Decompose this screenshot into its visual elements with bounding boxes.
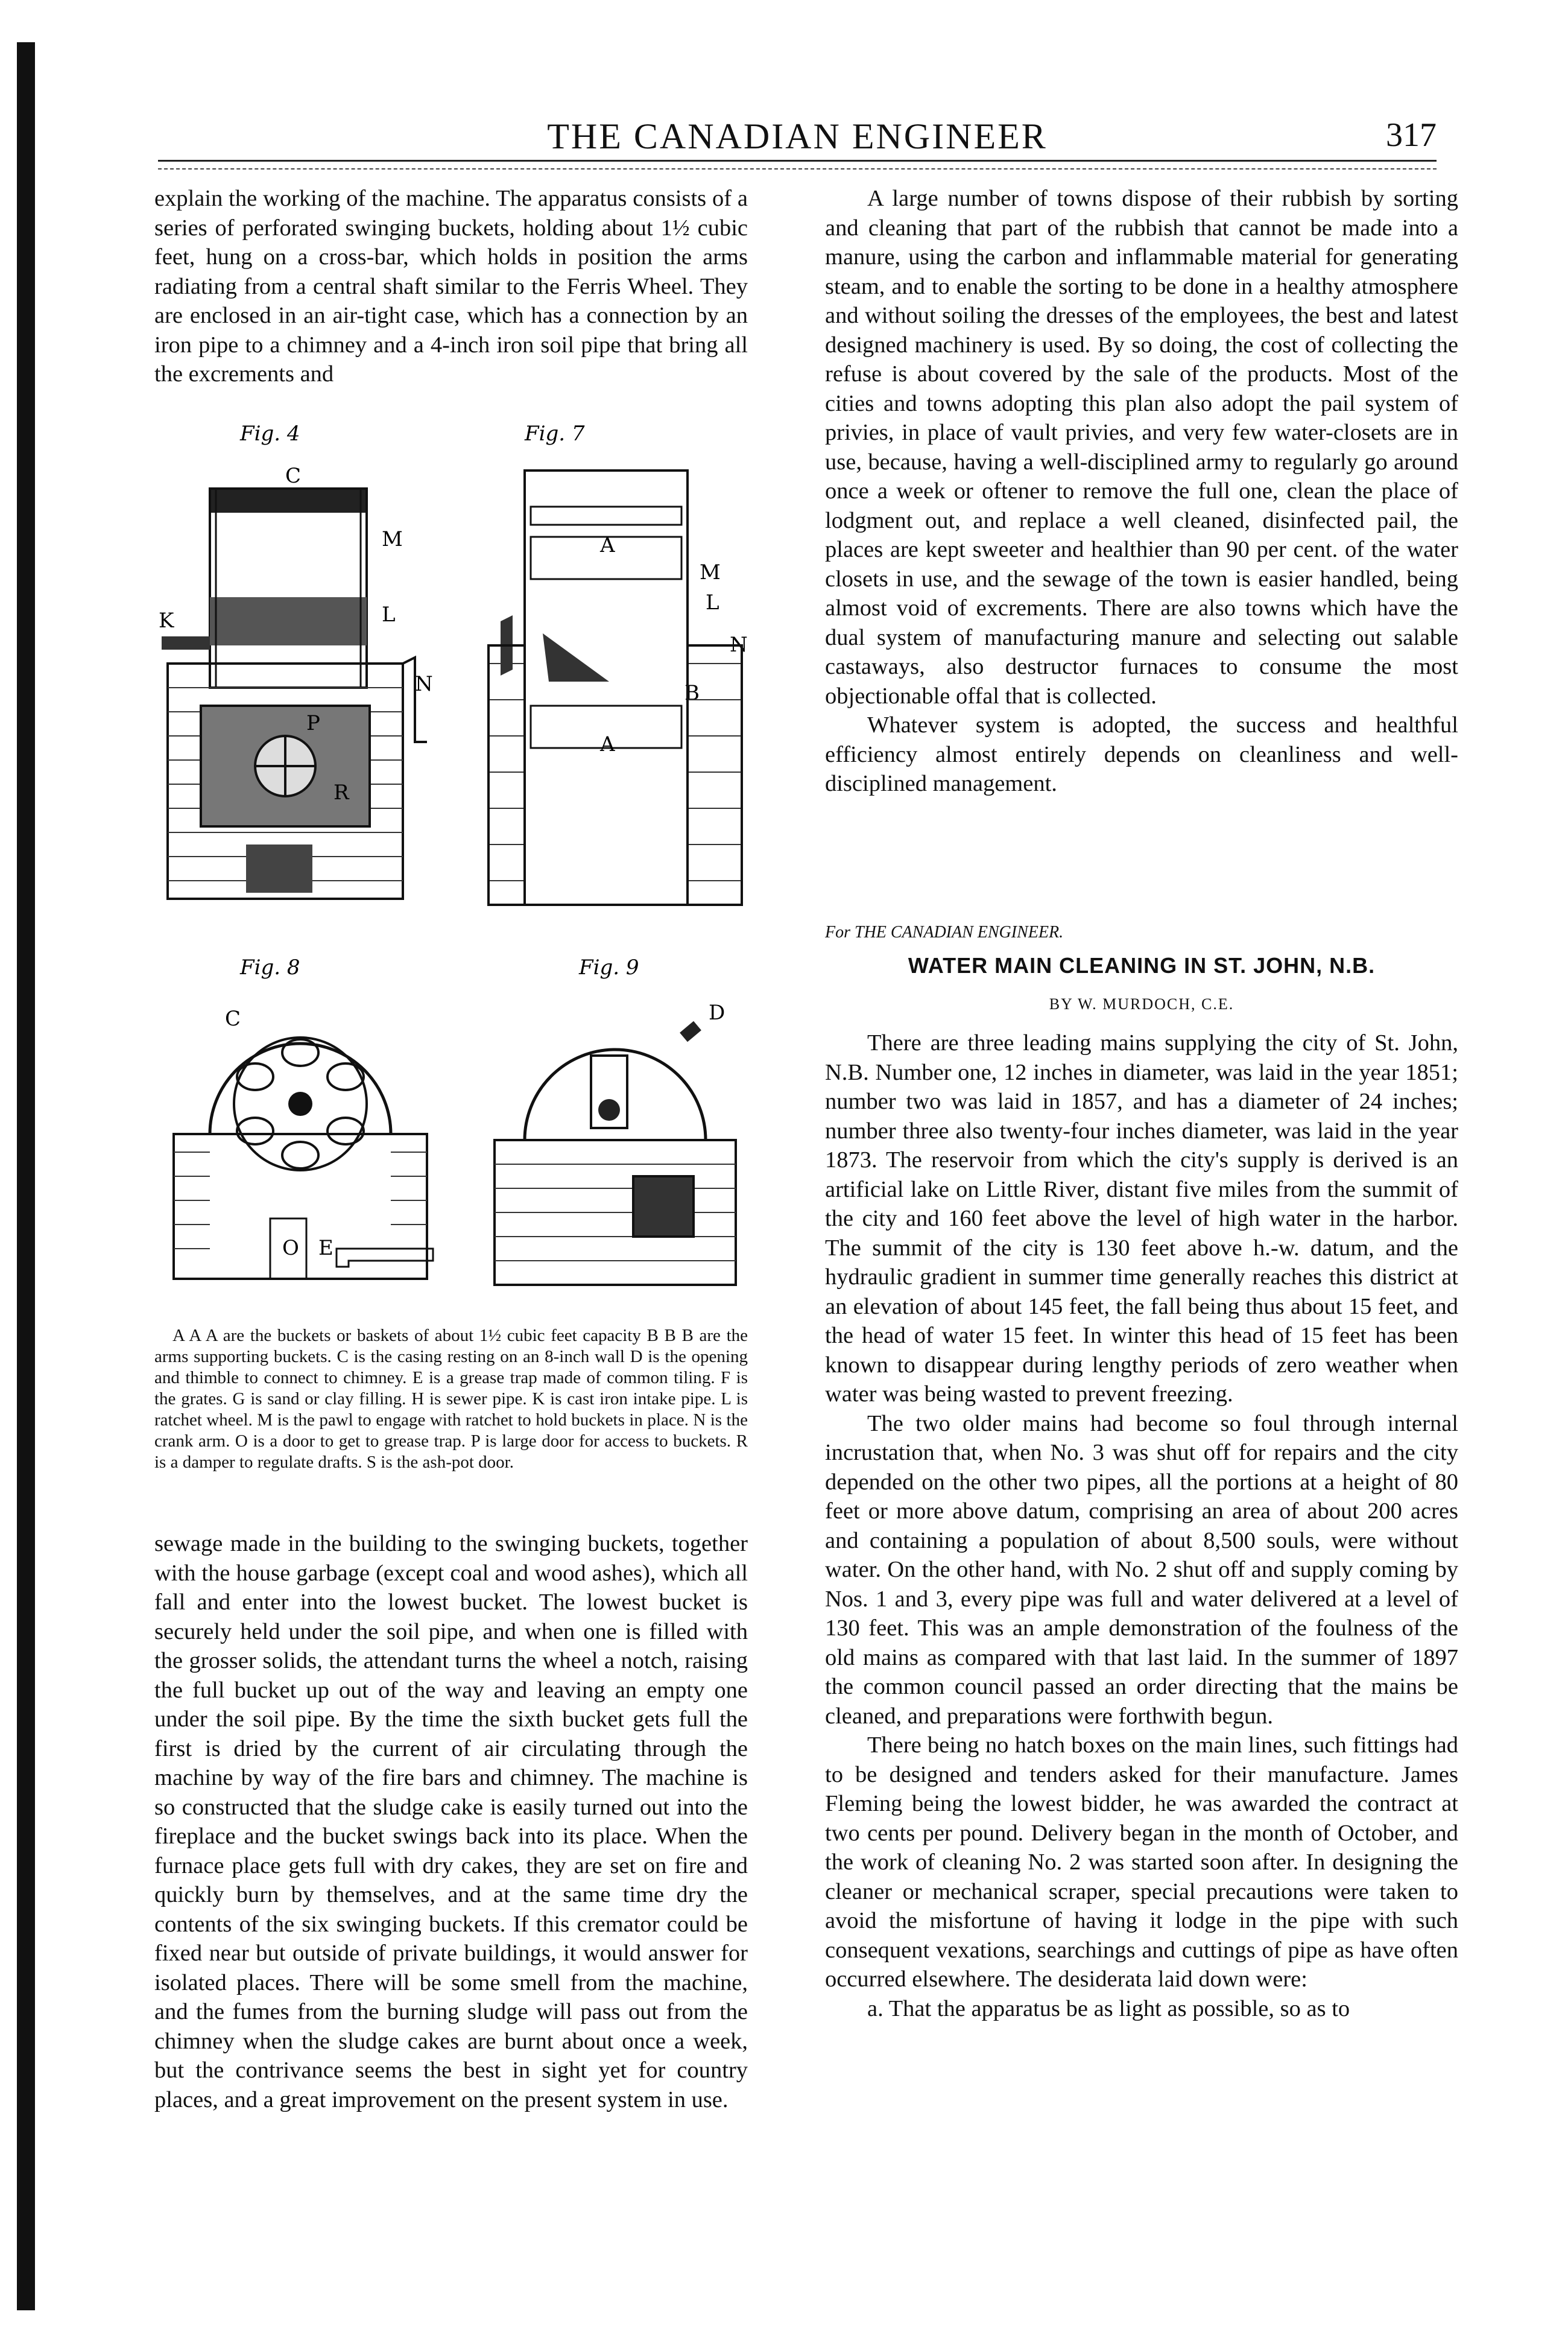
article-heading: WATER MAIN CLEANING IN ST. JOHN, N.B. <box>908 953 1376 978</box>
fig7-letter-l: L <box>706 591 719 615</box>
fig4-letter-r: R <box>334 781 349 805</box>
fig4-letter-m: M <box>382 527 403 551</box>
fig9-label: Fig. 9 <box>579 955 639 980</box>
article-paragraph-1: There are three leading mains supplying the city of St. John, N.B. Number one, 12 inches in diameter, was laid in the year 1851; number two was laid in 1857, and has a diameter of 24 inches; number three also twenty-four inches diameter, was laid in the year 1873. The reservoir from which the city's supply is derived is an artificial lake on Little River, distant five miles from the summit of the city and 160 feet above the level of high water in the harbor. The summit of the city is 130 feet above h.-w. datum, and the hydraulic gradient in summer time generally reaches this district at an elevation of about 145 feet, the fall being thus about 15 feet, and the head of water 15 feet. In winter this head of 15 feet has been known to disappear during lengthy periods of zero weather when water was being wasted to prevent freezing. <box>825 1030 1458 1407</box>
fig7-letter-m: M <box>700 560 721 585</box>
binding-edge <box>17 42 35 2310</box>
fig8-letter-c: C <box>225 1007 241 1031</box>
fig4-letter-l: L <box>382 603 396 627</box>
page-number: 317 <box>1386 116 1437 154</box>
fig7-letter-a-bottom: A <box>600 732 615 756</box>
fig8-letter-o: O <box>282 1236 299 1260</box>
header-rule-2 <box>158 168 1437 170</box>
fig4-letter-p: P <box>306 711 320 735</box>
fig8-letter-e: E <box>318 1236 334 1260</box>
figure-9 <box>476 947 754 1297</box>
article-paragraph-3: There being no hatch boxes on the main lines, such fittings had to be designed and tenders asked for their manufacture. James Fleming being the lowest bidder, he was awarded the contract at two cents per pound. Delivery began in the month of October, and the work of cleaning No. 2 was started soon after. In designing the cleaner or mechanical scraper, special precautions were taken to avoid the misfortune of having it lodge in the pipe with such consequent vexations, searchings and cuttings of pipe as have often occurred elsewhere. The desiderata laid down were: <box>825 1732 1458 1992</box>
fig7-letter-b: B <box>684 681 700 705</box>
left-column-top <box>154 184 748 389</box>
right-paragraph-1: A large number of towns dispose of their rubbish by sorting and cleaning that part of the rubbish that cannot be made into a manure, using the carbon and inflammable material for generating steam, and to enable the sorting to be done in a healthy atmosphere and without soiling the dresses of the employees, the best and latest designed machinery is used. By so doing, the cost of collecting the refuse is about covered by the sale of the products. Most of the cities and towns adopting this plan also adopt the pail system of privies, in place of vault privies, and very few water-closets are in use, because, having a well-disciplined army to regularly go around once a week or oftener to remove the full one, clean the place of lodgment out, and replace a well cleaned, disinfected pail, the places are kept sweeter and healthier than 90 per cent. of the water closets in use, and the sewage of the town is easier handled, being almost void of excrements. There are also towns which have the dual system of manufacturing manure and selecting out salable castaways, also destructor furnaces to consume the most objectionable offal that is collected. <box>825 186 1458 709</box>
right-column-article <box>825 1028 1458 2023</box>
article-paragraph-2: The two older mains had become so foul through internal incrustation that, when No. 3 was shut off for repairs and the city depended on the other two pipes, all the portions at a height of 80 feet or more above datum, comprising an area of about 200 acres and containing a population of about 8,500 souls, were without water. On the other hand, with No. 2 shut off and supply coming by Nos. 1 and 3, every pipe was full and water delivered at a level of 130 feet. This was an ample demonstration of the foulness of the old mains as compared with that last laid. In the summer of 1897 the common council passed an order directing that the mains be cleaned, and preparations were forthwith begun. <box>825 1410 1458 1729</box>
fig4-letter-k: K <box>159 609 174 633</box>
left-column-bottom <box>154 1529 748 2114</box>
article-paragraph-4: a. That the apparatus be as light as possible, so as to <box>867 1995 1350 2021</box>
article-author: BY W. MURDOCH, C.E. <box>1049 995 1234 1013</box>
figure-4 <box>156 416 439 911</box>
figure-7-drawing <box>476 416 754 911</box>
right-paragraph-2: Whatever system is adopted, the success and healthful efficiency almost entirely depends on cleanliness and well-disciplined management. <box>825 712 1458 796</box>
fig9-letter-d: D <box>709 1001 726 1025</box>
journal-title: THE CANADIAN ENGINEER <box>547 116 1048 156</box>
fig4-label: Fig. 4 <box>240 422 300 446</box>
fig7-letter-n: N <box>730 633 748 657</box>
figure-8-drawing <box>156 947 439 1297</box>
fig4-letter-n: N <box>415 672 433 696</box>
left-paragraph-1: explain the working of the machine. The apparatus consists of a series of perforated swinging buckets, holding about 1½ cubic feet, hung on a cross-bar, which holds in position the arms radiating from a central shaft similar to the Ferris Wheel. They are enclosed in an air-tight case, which has a connection by an iron pipe to a chimney and a 4-inch iron soil pipe that bring all the excrements and <box>154 186 748 387</box>
fig7-letter-a-top: A <box>600 533 615 557</box>
figure-4-drawing <box>156 416 439 911</box>
figure-8 <box>156 947 439 1297</box>
page-header <box>158 116 1437 156</box>
fig4-letter-c: C <box>285 464 302 488</box>
figure-7 <box>476 416 754 911</box>
fig7-label: Fig. 7 <box>525 422 585 446</box>
figure-caption <box>154 1308 748 1491</box>
figure-9-drawing <box>476 947 754 1297</box>
fig8-label: Fig. 8 <box>240 955 300 980</box>
caption-text: A A A are the buckets or baskets of about 1½ cubic feet capacity B B B are the arms supporting buckets. C is the casing resting on an 8-inch wall D is the opening and thimble to connect to chimney. E is a grease trap made of common tiling. F is the grates. G is sand or clay filling. H is sewer pipe. K is cast iron intake pipe. L is ratchet wheel. M is the pawl to engage with ratchet to hold buckets in place. N is the crank arm. O is a door to get to grease trap. P is large door for access to buckets. R is a damper to regulate drafts. S is the ash-pot door. <box>154 1326 748 1472</box>
for-line: For THE CANADIAN ENGINEER. <box>825 923 1064 942</box>
header-rule <box>158 160 1437 162</box>
left-paragraph-2: sewage made in the building to the swinging buckets, together with the house garbage (except coal and wood ashes), which all fall and enter into the lowest bucket. The lowest bucket is securely held under the soil pipe, and when one is filled with the grosser solids, the attendant turns the wheel a notch, raising the full bucket up out of the way and leaving an empty one under the soil pipe. By the time the sixth bucket gets full the first is dried by the current of air circulating through the machine by way of the fire bars and chimney. The machine is so constructed that the sludge cake is easily turned out into the fireplace and the bucket swings back into its place. When the furnace place gets full with dry cakes, they are set on fire and quickly burn by themselves, and at the same time dry the contents of the six swinging buckets. If this cremator could be fixed near but outside of private buildings, it would answer for isolated places. There will be some smell from the machine, and the fumes from the burning sludge will pass out from the chimney when the sludge cakes are burnt about once a week, but the contrivance seems the best in sight yet for country places, and a great improvement on the present system in use. <box>154 1531 748 2112</box>
right-column-top <box>825 184 1458 799</box>
